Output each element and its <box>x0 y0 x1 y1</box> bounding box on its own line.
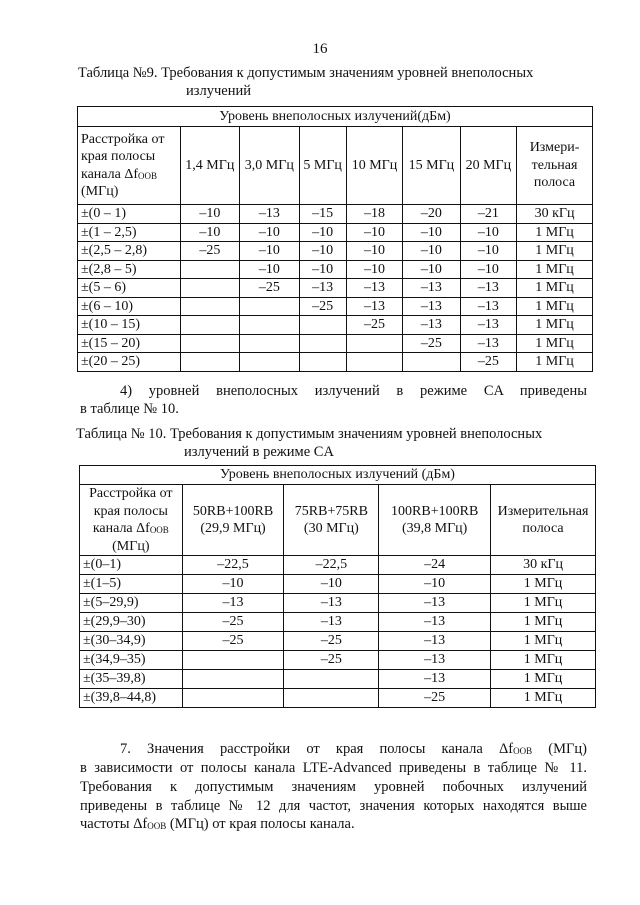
offset-cell: ±(34,9–35) <box>80 651 183 670</box>
paragraph-4-line2: в таблице № 10. <box>80 401 179 418</box>
value-cell: –25 <box>460 353 516 372</box>
table9-col-header: 10 МГц <box>346 127 402 205</box>
table9-col-header: 1,4 МГц <box>180 127 240 205</box>
value-cell: –25 <box>284 651 379 670</box>
value-cell: –13 <box>379 651 491 670</box>
offset-cell: ±(39,8–44,8) <box>80 689 183 708</box>
value-cell: –10 <box>182 575 284 594</box>
value-cell: –10 <box>346 242 402 261</box>
value-cell <box>180 297 240 316</box>
value-cell: –15 <box>299 205 346 224</box>
table-row <box>78 334 593 353</box>
value-cell <box>299 316 346 335</box>
offset-cell: ±(5 – 6) <box>78 279 181 298</box>
table-row <box>80 651 596 670</box>
paragraph-4-line1: 4) уровней внеполосных излучений в режиме CA приведены <box>120 383 587 399</box>
value-cell: –25 <box>180 242 240 261</box>
value-cell: –22,5 <box>284 556 379 575</box>
value-cell: –25 <box>403 334 460 353</box>
table-row <box>78 279 593 298</box>
value-cell: –10 <box>403 260 460 279</box>
value-cell: –10 <box>460 242 516 261</box>
value-cell: –13 <box>460 279 516 298</box>
value-cell: –10 <box>379 575 491 594</box>
value-cell: –10 <box>240 260 300 279</box>
value-cell: –13 <box>460 334 516 353</box>
value-cell: –13 <box>240 205 300 224</box>
value-cell <box>240 353 300 372</box>
meas-cell: 1 МГц <box>491 594 596 613</box>
value-cell: –10 <box>403 223 460 242</box>
meas-cell: 1 МГц <box>491 613 596 632</box>
table-row <box>78 353 593 372</box>
offset-cell: ±(0 – 1) <box>78 205 181 224</box>
meas-cell: 1 МГц <box>517 223 593 242</box>
value-cell <box>299 353 346 372</box>
offset-cell: ±(29,9–30) <box>80 613 183 632</box>
value-cell <box>180 279 240 298</box>
value-cell: –13 <box>379 632 491 651</box>
value-cell: –13 <box>299 279 346 298</box>
table10-col-header: 75RB+75RB (30 МГц) <box>284 485 379 556</box>
value-cell <box>240 297 300 316</box>
value-cell: –10 <box>180 223 240 242</box>
value-cell: –20 <box>403 205 460 224</box>
value-cell <box>346 353 402 372</box>
meas-cell: 1 МГц <box>517 279 593 298</box>
value-cell <box>299 334 346 353</box>
value-cell: –22,5 <box>182 556 284 575</box>
value-cell: –13 <box>403 279 460 298</box>
value-cell: –10 <box>240 223 300 242</box>
value-cell: –25 <box>284 632 379 651</box>
offset-cell: ±(30–34,9) <box>80 632 183 651</box>
value-cell: –13 <box>346 279 402 298</box>
offset-cell: ±(15 – 20) <box>78 334 181 353</box>
value-cell: –25 <box>379 689 491 708</box>
value-cell: –25 <box>346 316 402 335</box>
value-cell: –10 <box>180 205 240 224</box>
value-cell <box>284 670 379 689</box>
value-cell <box>403 353 460 372</box>
value-cell <box>180 334 240 353</box>
value-cell: –13 <box>182 594 284 613</box>
value-cell <box>182 689 284 708</box>
value-cell: –10 <box>403 242 460 261</box>
value-cell: –10 <box>460 260 516 279</box>
meas-cell: 30 кГц <box>491 556 596 575</box>
table9-caption-line1: Таблица №9. Требования к допустимым значениям уровней внеполосных <box>78 65 534 81</box>
table-row <box>78 205 593 224</box>
value-cell <box>346 334 402 353</box>
value-cell: –25 <box>182 613 284 632</box>
offset-cell: ±(20 – 25) <box>78 353 181 372</box>
value-cell: –13 <box>403 297 460 316</box>
offset-cell: ±(35–39,8) <box>80 670 183 689</box>
table9-col-header: 3,0 МГц <box>240 127 300 205</box>
table10-col-header: 50RB+100RB (29,9 МГц) <box>182 485 284 556</box>
value-cell: –10 <box>299 242 346 261</box>
meas-cell: 1 МГц <box>517 297 593 316</box>
value-cell <box>240 334 300 353</box>
value-cell <box>180 316 240 335</box>
meas-cell: 1 МГц <box>491 670 596 689</box>
value-cell: –25 <box>182 632 284 651</box>
value-cell: –13 <box>460 297 516 316</box>
table9-col-meas: Измери-тельная полоса <box>517 127 593 205</box>
meas-cell: 1 МГц <box>491 632 596 651</box>
table10-caption <box>76 425 596 461</box>
value-cell <box>182 670 284 689</box>
meas-cell: 1 МГц <box>491 651 596 670</box>
table10-caption-line1: Таблица № 10. Требования к допустимым значениям уровней внеполосных <box>76 426 543 442</box>
value-cell <box>240 316 300 335</box>
value-cell: –13 <box>460 316 516 335</box>
table9-col-header: 5 МГц <box>299 127 346 205</box>
value-cell: –10 <box>460 223 516 242</box>
meas-cell: 1 МГц <box>517 316 593 335</box>
paragraph-7-line4: приведены в таблице № 12 для частот, значения которых находятся выше <box>80 797 587 814</box>
table9-header-group: Уровень внеполосных излучений(дБм) <box>78 107 593 127</box>
paragraph-7-line1: 7. Значения расстройки от края полосы канала $\Delta f_{OOB}$ (МГц) <box>120 741 587 757</box>
value-cell: –10 <box>299 223 346 242</box>
table9-col-header: 20 МГц <box>460 127 516 205</box>
paragraph-7-line3: Требования к допустимым значениям уровней побочных излучений <box>80 778 587 795</box>
meas-cell: 1 МГц <box>517 334 593 353</box>
table9-col-header: 15 МГц <box>403 127 460 205</box>
meas-cell: 1 МГц <box>517 260 593 279</box>
table-row <box>80 594 596 613</box>
table10-caption-line2: излучений в режиме CA <box>184 444 334 461</box>
value-cell: –13 <box>379 594 491 613</box>
value-cell: –10 <box>240 242 300 261</box>
page-number: 16 <box>312 41 328 57</box>
offset-cell: ±(1 – 2,5) <box>78 223 181 242</box>
value-cell: –10 <box>346 223 402 242</box>
paragraph-7-line2: в зависимости от полосы канала LTE-Advanced приведены в таблице № 11. <box>80 759 587 776</box>
table9-caption <box>78 64 598 100</box>
value-cell <box>182 651 284 670</box>
value-cell <box>180 260 240 279</box>
value-cell <box>180 353 240 372</box>
value-cell: –10 <box>284 575 379 594</box>
offset-cell: ±(1–5) <box>80 575 183 594</box>
value-cell: –13 <box>346 297 402 316</box>
meas-cell: 1 МГц <box>517 242 593 261</box>
table10 <box>79 465 596 708</box>
offset-cell: ±(2,5 – 2,8) <box>78 242 181 261</box>
table-row <box>80 556 596 575</box>
offset-cell: ±(10 – 15) <box>78 316 181 335</box>
offset-cell: ±(6 – 10) <box>78 297 181 316</box>
table10-col-header: 100RB+100RB (39,8 МГц) <box>379 485 491 556</box>
meas-cell: 1 МГц <box>491 689 596 708</box>
table-row <box>78 316 593 335</box>
offset-cell: ±(0–1) <box>80 556 183 575</box>
value-cell: –13 <box>284 613 379 632</box>
table9-col-offset: Расстройка от края полосы канала $\Delta f_{OOB}$ (МГц) <box>78 127 181 205</box>
table-row <box>78 297 593 316</box>
table10-col-meas: Измерительная полоса <box>491 485 596 556</box>
meas-cell: 1 МГц <box>491 575 596 594</box>
table-row <box>78 260 593 279</box>
value-cell: –25 <box>240 279 300 298</box>
value-cell <box>284 689 379 708</box>
value-cell: –25 <box>299 297 346 316</box>
table-row <box>80 632 596 651</box>
value-cell: –13 <box>284 594 379 613</box>
meas-cell: 1 МГц <box>517 353 593 372</box>
table10-col-offset: Расстройка от края полосы канала $\Delta f_{OOB}$ (МГц) <box>80 485 183 556</box>
table-row <box>78 242 593 261</box>
offset-cell: ±(5–29,9) <box>80 594 183 613</box>
value-cell: –10 <box>346 260 402 279</box>
value-cell: –10 <box>299 260 346 279</box>
value-cell: –21 <box>460 205 516 224</box>
table9-caption-line2: излучений <box>186 83 251 100</box>
value-cell: –24 <box>379 556 491 575</box>
value-cell: –13 <box>379 613 491 632</box>
offset-cell: ±(2,8 – 5) <box>78 260 181 279</box>
table-row <box>78 223 593 242</box>
table-row <box>80 670 596 689</box>
table9 <box>77 106 593 372</box>
table-row <box>80 613 596 632</box>
table10-header-group: Уровень внеполосных излучений (дБм) <box>80 466 596 485</box>
meas-cell: 30 кГц <box>517 205 593 224</box>
value-cell: –18 <box>346 205 402 224</box>
value-cell: –13 <box>379 670 491 689</box>
paragraph-4 <box>80 382 587 418</box>
table-row <box>80 575 596 594</box>
paragraph-7 <box>80 740 587 834</box>
paragraph-7-line5: частоты $\Delta f_{OOB}$ (МГц) от края полосы канала. <box>80 816 355 833</box>
value-cell: –13 <box>403 316 460 335</box>
table-row <box>80 689 596 708</box>
